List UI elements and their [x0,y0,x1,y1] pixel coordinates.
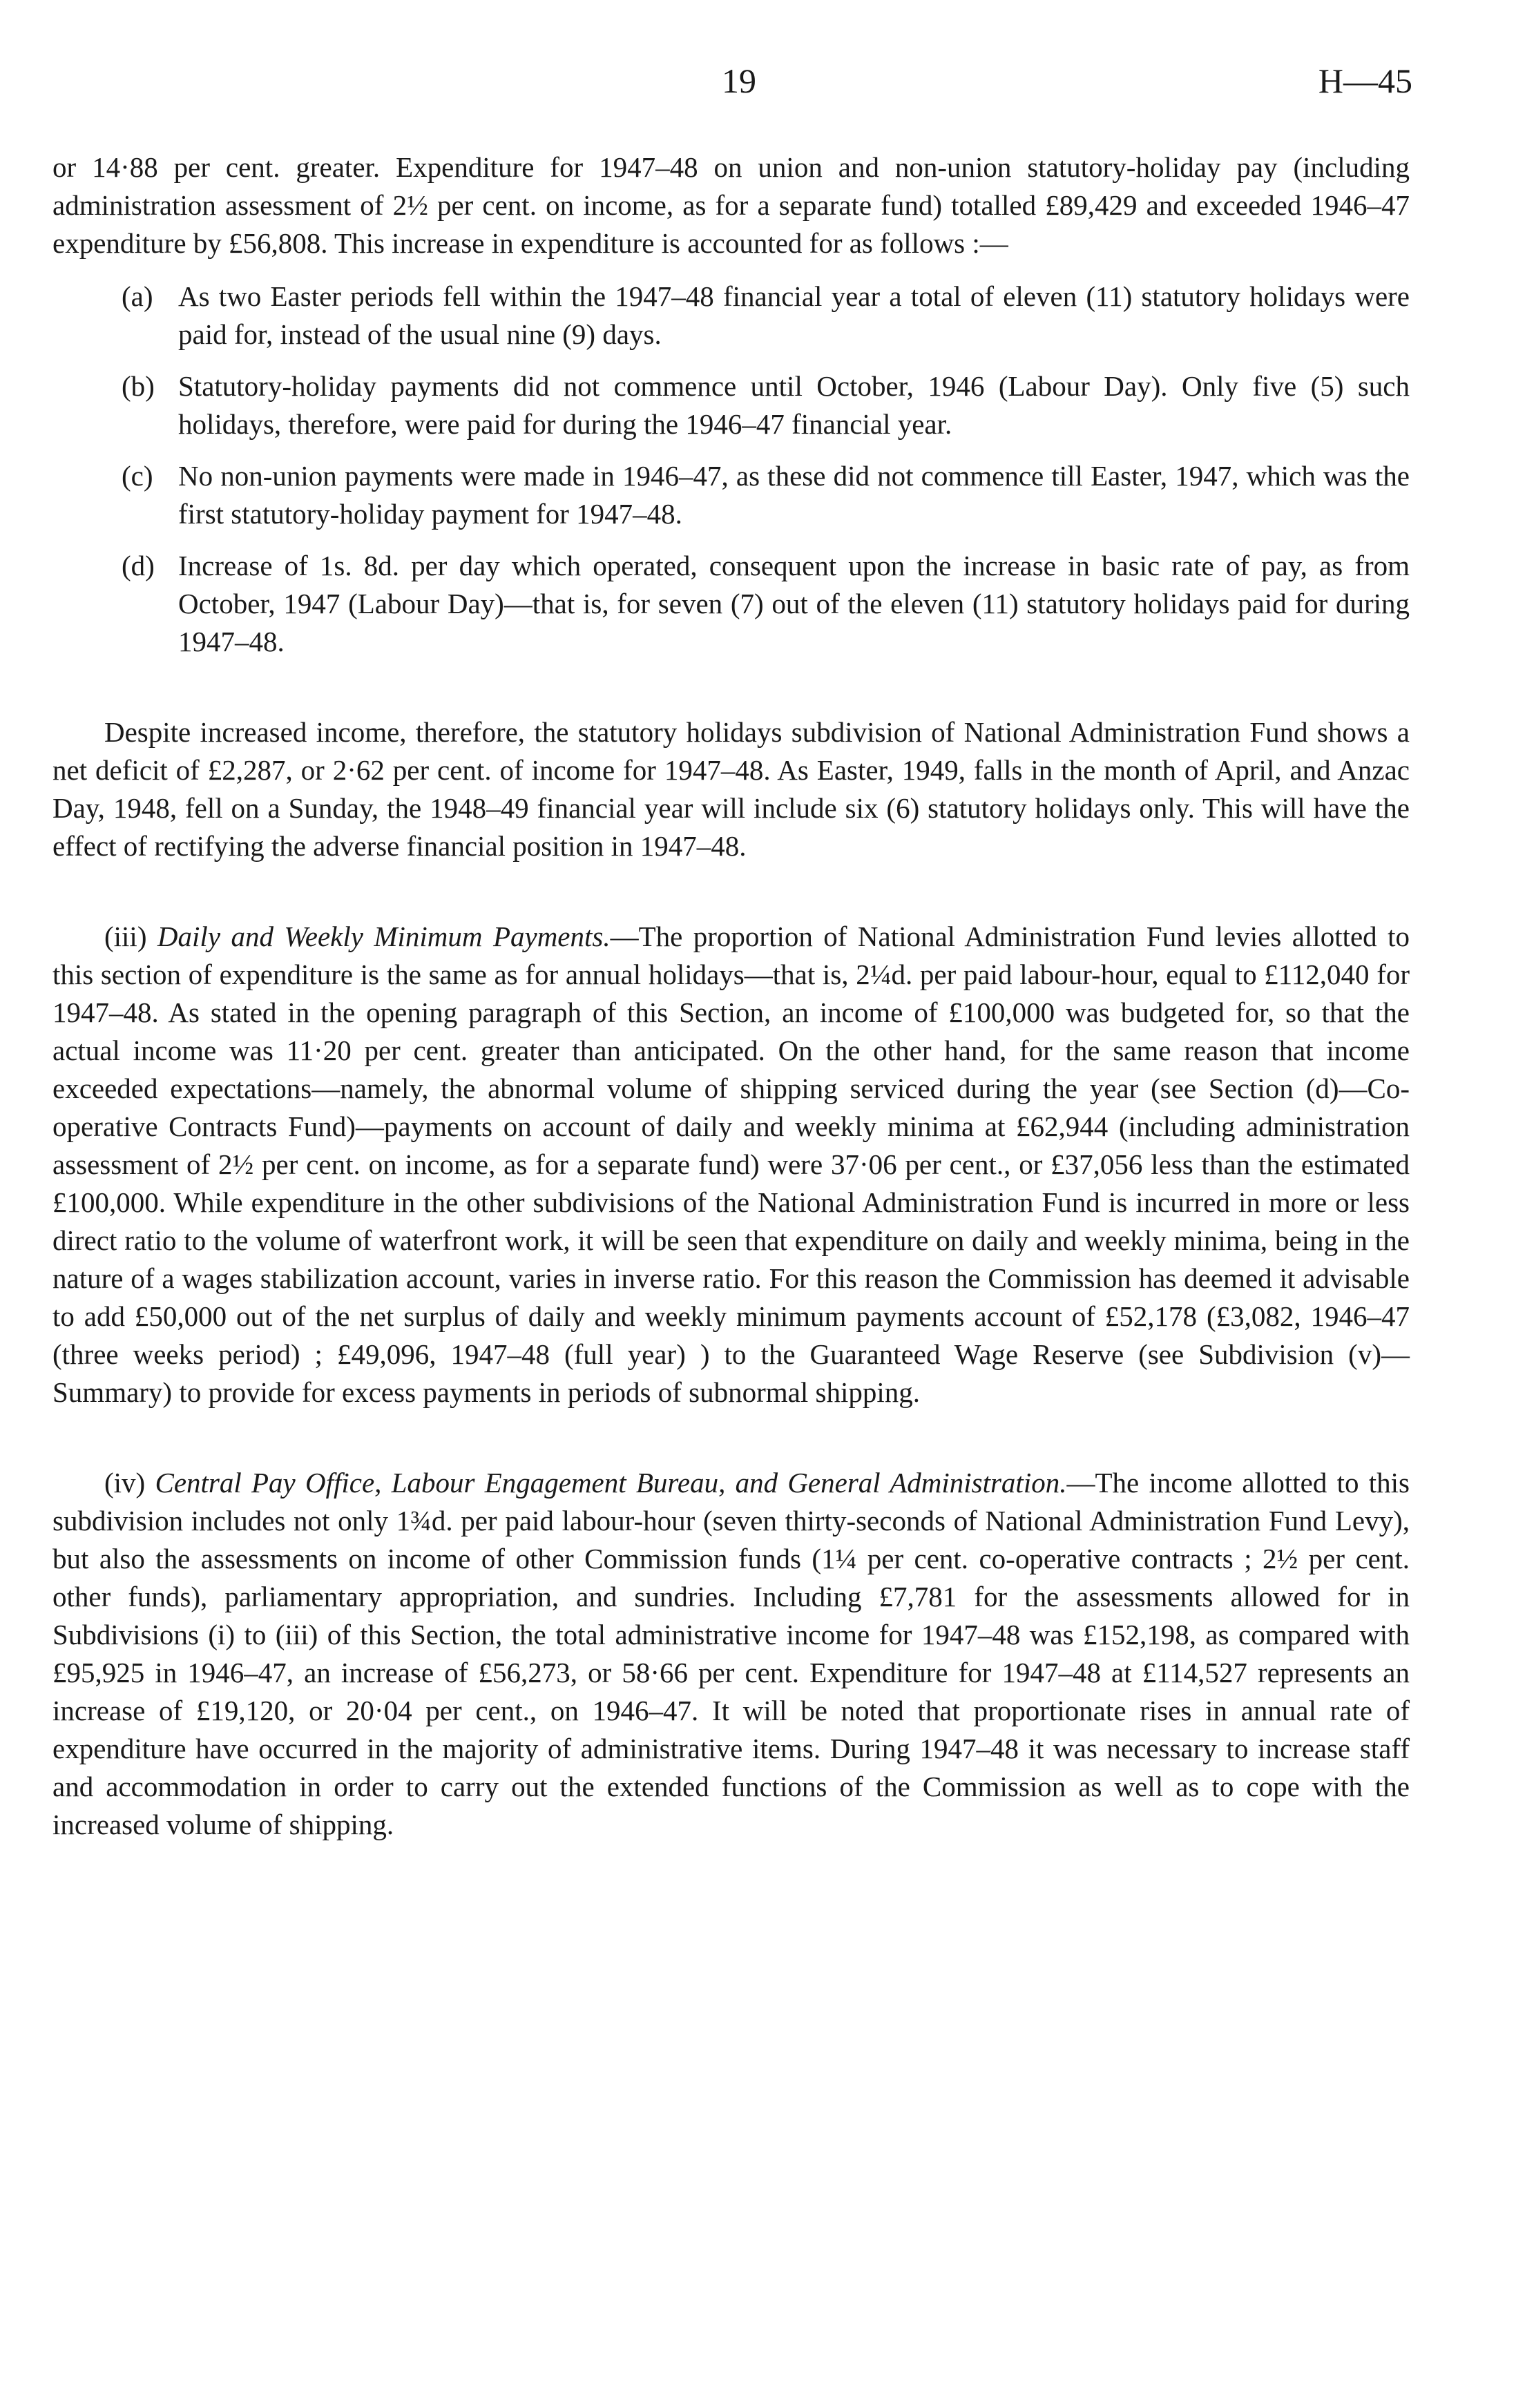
list-item-label: (c) [122,460,153,492]
list-item-text: As two Easter periods fell within the 1947–48 financial year a total of eleven (11) statutory holidays were paid for, instead of the usual nine (9) days. [178,280,1410,350]
list-item [52,547,1410,661]
expenditure-reasons-list [52,278,1410,661]
list-item-text: No non-union payments were made in 1946–47, as these did not commence till Easter, 1947, which was the first statutory-holiday payment for 1947–48. [178,460,1410,530]
section-iii-heading: Daily and Weekly Minimum Payments. [157,921,611,952]
section-iii-number: (iii) [104,921,147,952]
section-iv-number: (iv) [104,1467,146,1499]
list-item [52,367,1410,443]
document-body [52,148,1410,1844]
page-header [0,61,1516,116]
list-item-text: Statutory-holiday payments did not commence until October, 1946 (Labour Day). Only five (5) such holidays, therefore, were paid for during the 1946–47 financial year. [178,370,1410,440]
list-item [52,278,1410,354]
section-iv-heading: Central Pay Office, Labour Engagement Bureau, and General Administration. [155,1467,1067,1499]
list-item [52,457,1410,533]
section-iii-text: —The proportion of National Administration Fund levies allotted to this section of expenditure is the same as for annual holidays—that is, 2¼d. per paid labour-hour, equal to £112,040 for 1947–48. As stated in the opening paragraph of this Section, an income of £100,000 was budgeted for, so that the actual income was 11·20 per cent. greater than anticipated. On the other hand, for the same reason that income exceeded expectations—namely, the abnormal volume of shipping serviced during the year (see Section (d)—Co-operative Contracts Fund)—payments on account of daily and weekly minima at £62,944 (including administration assessment of 2½ per cent. on income, as for a separate fund) were 37·06 per cent., or £37,056 less than the estimated £100,000. While expenditure in the other subdivisions of the National Administration Fund is incurred in more or less direct ratio to the volume of waterfront work, it will be seen that expenditure on daily and weekly minima, being in the nature of a wages stabilization account, varies in inverse ratio. For this reason the Commission has deemed it advisable to add £50,000 out of the net surplus of daily and weekly minimum payments account of £52,178 (£3,082, 1946–47 (three weeks period) ; £49,096, 1947–48 (full year) ) to the Guaranteed Wage Reserve (see Subdivision (v)—Summary) to provide for excess payments in periods of subnormal shipping. [52,921,1410,1408]
page-number: 19 [722,61,756,100]
section-iii-paragraph [52,918,1410,1412]
document-reference: H—45 [1318,61,1412,100]
intro-paragraph: or 14·88 per cent. greater. Expenditure for 1947–48 on union and non-union statutory-holiday pay (including administration assessment of 2½ per cent. on income, as for a separate fund) totalled £89,429 and exceeded 1946–47 expenditure by £56,808. This increase in expenditure is accounted for as follows :— [52,151,1410,259]
despite-paragraph: Despite increased income, therefore, the statutory holidays subdivision of National Administration Fund shows a net deficit of £2,287, or 2·62 per cent. of income for 1947–48. As Easter, 1949, falls in the month of April, and Anzac Day, 1948, fell on a Sunday, the 1948–49 financial year will include six (6) statutory holidays only. This will have the effect of rectifying the adverse financial position in 1947–48. [52,716,1410,862]
list-item-label: (a) [122,280,153,312]
section-iv-text: —The income allotted to this subdivision includes not only 1¾d. per paid labour-hour (seven thirty-seconds of National Administration Fund Levy), but also the assessments on income of other Commission funds (1¼ per cent. co-operative contracts ; 2½ per cent. other funds), parliamentary appropriation, and sundries. Including £7,781 for the assessments allowed for in Subdivisions (i) to (iii) of this Section, the total administrative income for 1947–48 was £152,198, as compared with £95,925 in 1946–47, an increase of £56,273, or 58·66 per cent. Expenditure for 1947–48 at £114,527 represents an increase of £19,120, or 20·04 per cent., on 1946–47. It will be noted that proportionate rises in annual rate of expenditure have occurred in the majority of administrative items. During 1947–48 it was necessary to increase staff and accommodation in order to carry out the extended functions of the Commission as well as to cope with the increased volume of shipping. [52,1467,1410,1840]
list-item-label: (d) [122,550,155,581]
list-item-label: (b) [122,370,155,402]
section-iv-paragraph [52,1464,1410,1844]
list-item-text: Increase of 1s. 8d. per day which operated, consequent upon the increase in basic rate of pay, as from October, 1947 (Labour Day)—that is, for seven (7) out of the eleven (11) statutory holidays paid for during 1947–48. [178,550,1410,657]
